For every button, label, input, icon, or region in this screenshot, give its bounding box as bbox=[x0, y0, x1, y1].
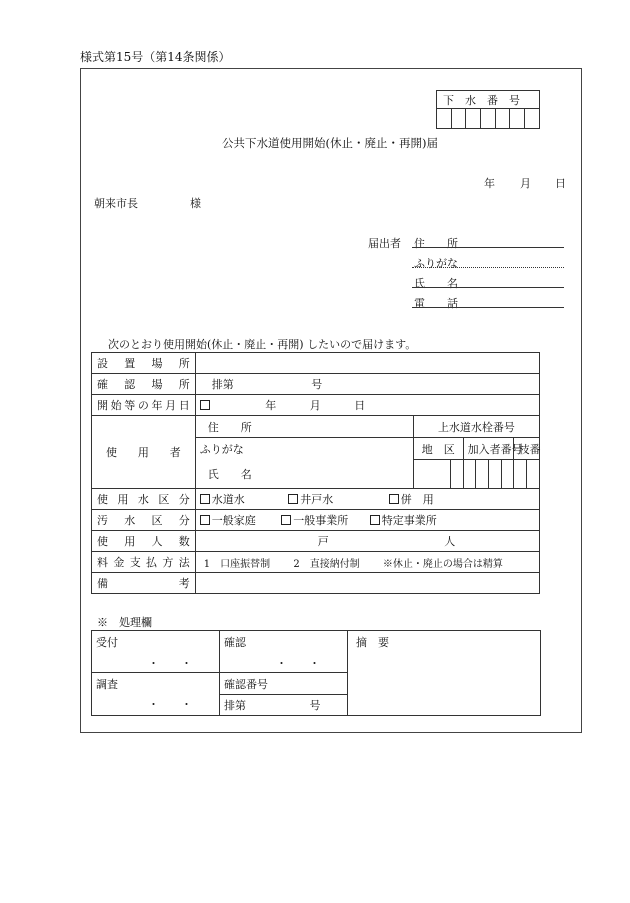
remarks-label: 備考 bbox=[92, 573, 196, 594]
applicant-label: 届出者 bbox=[368, 237, 401, 250]
sewer-digit-cell[interactable] bbox=[510, 109, 525, 129]
location-field[interactable] bbox=[195, 353, 539, 374]
branch-cell[interactable] bbox=[527, 460, 540, 489]
persons-unit: 人 bbox=[444, 535, 456, 548]
survey-date: ・ ・ bbox=[148, 698, 192, 711]
received-cell[interactable] bbox=[92, 631, 220, 673]
processing-table bbox=[91, 630, 541, 716]
sewage-opt1: 一般家庭 bbox=[211, 514, 256, 527]
user-name-field[interactable] bbox=[195, 460, 413, 489]
district-cell[interactable] bbox=[413, 460, 450, 489]
confirmed-date: ・ ・ bbox=[276, 657, 320, 670]
sewage-type-options bbox=[195, 510, 539, 531]
date-year-label: 年 bbox=[484, 177, 495, 190]
applicant-address-line[interactable] bbox=[412, 247, 564, 248]
payment-label: 料金支払方法 bbox=[92, 552, 196, 573]
sewer-number-box bbox=[436, 90, 540, 129]
district-cell[interactable] bbox=[450, 460, 463, 489]
combined-checkbox[interactable] bbox=[389, 494, 399, 504]
payment-opt1[interactable]: 1 口座振替制 bbox=[203, 558, 271, 570]
subscriber-cell[interactable] bbox=[489, 460, 502, 489]
applicant-phone-label: 電 話 bbox=[414, 297, 458, 310]
water-opt1: 水道水 bbox=[211, 493, 245, 506]
received-date: ・ ・ bbox=[148, 657, 192, 670]
user-name-label: 氏 名 bbox=[207, 467, 252, 481]
drain-suffix: 号 bbox=[311, 378, 323, 391]
received-label: 受付 bbox=[96, 636, 118, 649]
start-date-year: 年 bbox=[265, 399, 277, 412]
confirm-number-label: 確認番号 bbox=[224, 678, 268, 691]
confirm-drain-suffix: 号 bbox=[309, 699, 321, 712]
sewer-digit-cell[interactable] bbox=[481, 109, 496, 129]
survey-cell[interactable] bbox=[92, 673, 220, 716]
start-date-field[interactable] bbox=[195, 395, 539, 416]
special-business-checkbox[interactable] bbox=[370, 515, 380, 525]
applicant-name-line[interactable] bbox=[412, 287, 564, 288]
payment-options bbox=[195, 552, 539, 573]
applicant-phone-line[interactable] bbox=[412, 307, 564, 308]
form-number: 様式第15号（第14条関係） bbox=[80, 50, 231, 64]
branch-no-label: 枝番 bbox=[514, 438, 540, 460]
sewer-digit-cell[interactable] bbox=[466, 109, 481, 129]
sewage-opt2: 一般事業所 bbox=[293, 514, 349, 527]
user-furigana-field[interactable] bbox=[195, 438, 413, 460]
confirmed-label: 確認 bbox=[224, 636, 246, 649]
sewage-opt3: 特定事業所 bbox=[381, 514, 437, 527]
water-type-label: 使用水区分 bbox=[92, 489, 196, 510]
date-day-label: 日 bbox=[555, 177, 566, 190]
drain-prefix: 排第 bbox=[211, 378, 234, 391]
subscriber-cell[interactable] bbox=[501, 460, 514, 489]
subscriber-cell[interactable] bbox=[476, 460, 489, 489]
user-label: 使用者 bbox=[92, 416, 196, 489]
start-date-checkbox[interactable] bbox=[200, 400, 210, 410]
water-opt2: 井戸水 bbox=[300, 493, 334, 506]
payment-opt2[interactable]: 2 直接納付制 bbox=[293, 558, 360, 570]
applicant-address-label: 住 所 bbox=[414, 237, 458, 250]
payment-note: ※休止・廃止の場合は精算 bbox=[382, 558, 503, 570]
form-title: 公共下水道使用開始(休止・廃止・再開)届 bbox=[222, 136, 438, 150]
confirmed-cell[interactable] bbox=[220, 631, 348, 673]
user-address-field[interactable] bbox=[195, 416, 413, 438]
sewer-digit-cell[interactable] bbox=[451, 109, 466, 129]
well-water-checkbox[interactable] bbox=[288, 494, 298, 504]
applicant-furigana-line[interactable] bbox=[412, 267, 564, 268]
sewer-digit-cell[interactable] bbox=[525, 109, 540, 129]
households-unit: 戸 bbox=[317, 535, 329, 548]
start-date-month: 月 bbox=[309, 399, 321, 412]
water-tap-checkbox[interactable] bbox=[200, 494, 210, 504]
intro-text: 次のとおり使用開始(休止・廃止・再開) したいので届けます。 bbox=[108, 338, 417, 351]
processing-heading: ※ 処理欄 bbox=[97, 616, 152, 629]
business-checkbox[interactable] bbox=[281, 515, 291, 525]
user-address-label: 住 所 bbox=[207, 420, 252, 434]
users-count-label: 使用人数 bbox=[92, 531, 196, 552]
water-tap-no-label: 上水道水栓番号 bbox=[413, 416, 539, 438]
confirm-location-label: 確認場所 bbox=[92, 374, 196, 395]
subscriber-cell[interactable] bbox=[463, 460, 476, 489]
confirm-number-drain-row bbox=[220, 694, 347, 715]
applicant-furigana-label: ふりがな bbox=[414, 257, 458, 270]
branch-cell[interactable] bbox=[514, 460, 527, 489]
summary-cell[interactable] bbox=[348, 631, 541, 716]
water-type-options bbox=[195, 489, 539, 510]
subscriber-no-label: 加入者番号 bbox=[463, 438, 514, 460]
applicant-name-label: 氏 名 bbox=[414, 277, 458, 290]
location-label: 設置場所 bbox=[92, 353, 196, 374]
confirm-location-field[interactable] bbox=[195, 374, 539, 395]
remarks-field[interactable] bbox=[195, 573, 539, 594]
sewer-digit-cell[interactable] bbox=[495, 109, 510, 129]
sewage-type-label: 汚水区分 bbox=[92, 510, 196, 531]
water-opt3: 併 用 bbox=[400, 493, 434, 506]
main-table bbox=[91, 352, 540, 594]
date-month-label: 月 bbox=[520, 177, 531, 190]
confirm-number-cell[interactable] bbox=[220, 673, 348, 716]
addressee-honorific: 様 bbox=[190, 197, 201, 210]
start-date-day: 日 bbox=[354, 399, 366, 412]
district-label: 地 区 bbox=[413, 438, 463, 460]
start-date-label: 開始等の年月日 bbox=[92, 395, 196, 416]
confirm-drain-prefix: 排第 bbox=[224, 699, 246, 712]
summary-label: 摘 要 bbox=[356, 636, 389, 649]
household-checkbox[interactable] bbox=[200, 515, 210, 525]
survey-label: 調査 bbox=[96, 678, 118, 691]
sewer-number-label: 下 水 番 号 bbox=[437, 91, 540, 109]
users-count-field[interactable] bbox=[195, 531, 539, 552]
addressee-name: 朝来市長 bbox=[94, 197, 138, 210]
sewer-digit-cell[interactable] bbox=[437, 109, 452, 129]
user-furigana-label: ふりがな bbox=[199, 442, 244, 456]
